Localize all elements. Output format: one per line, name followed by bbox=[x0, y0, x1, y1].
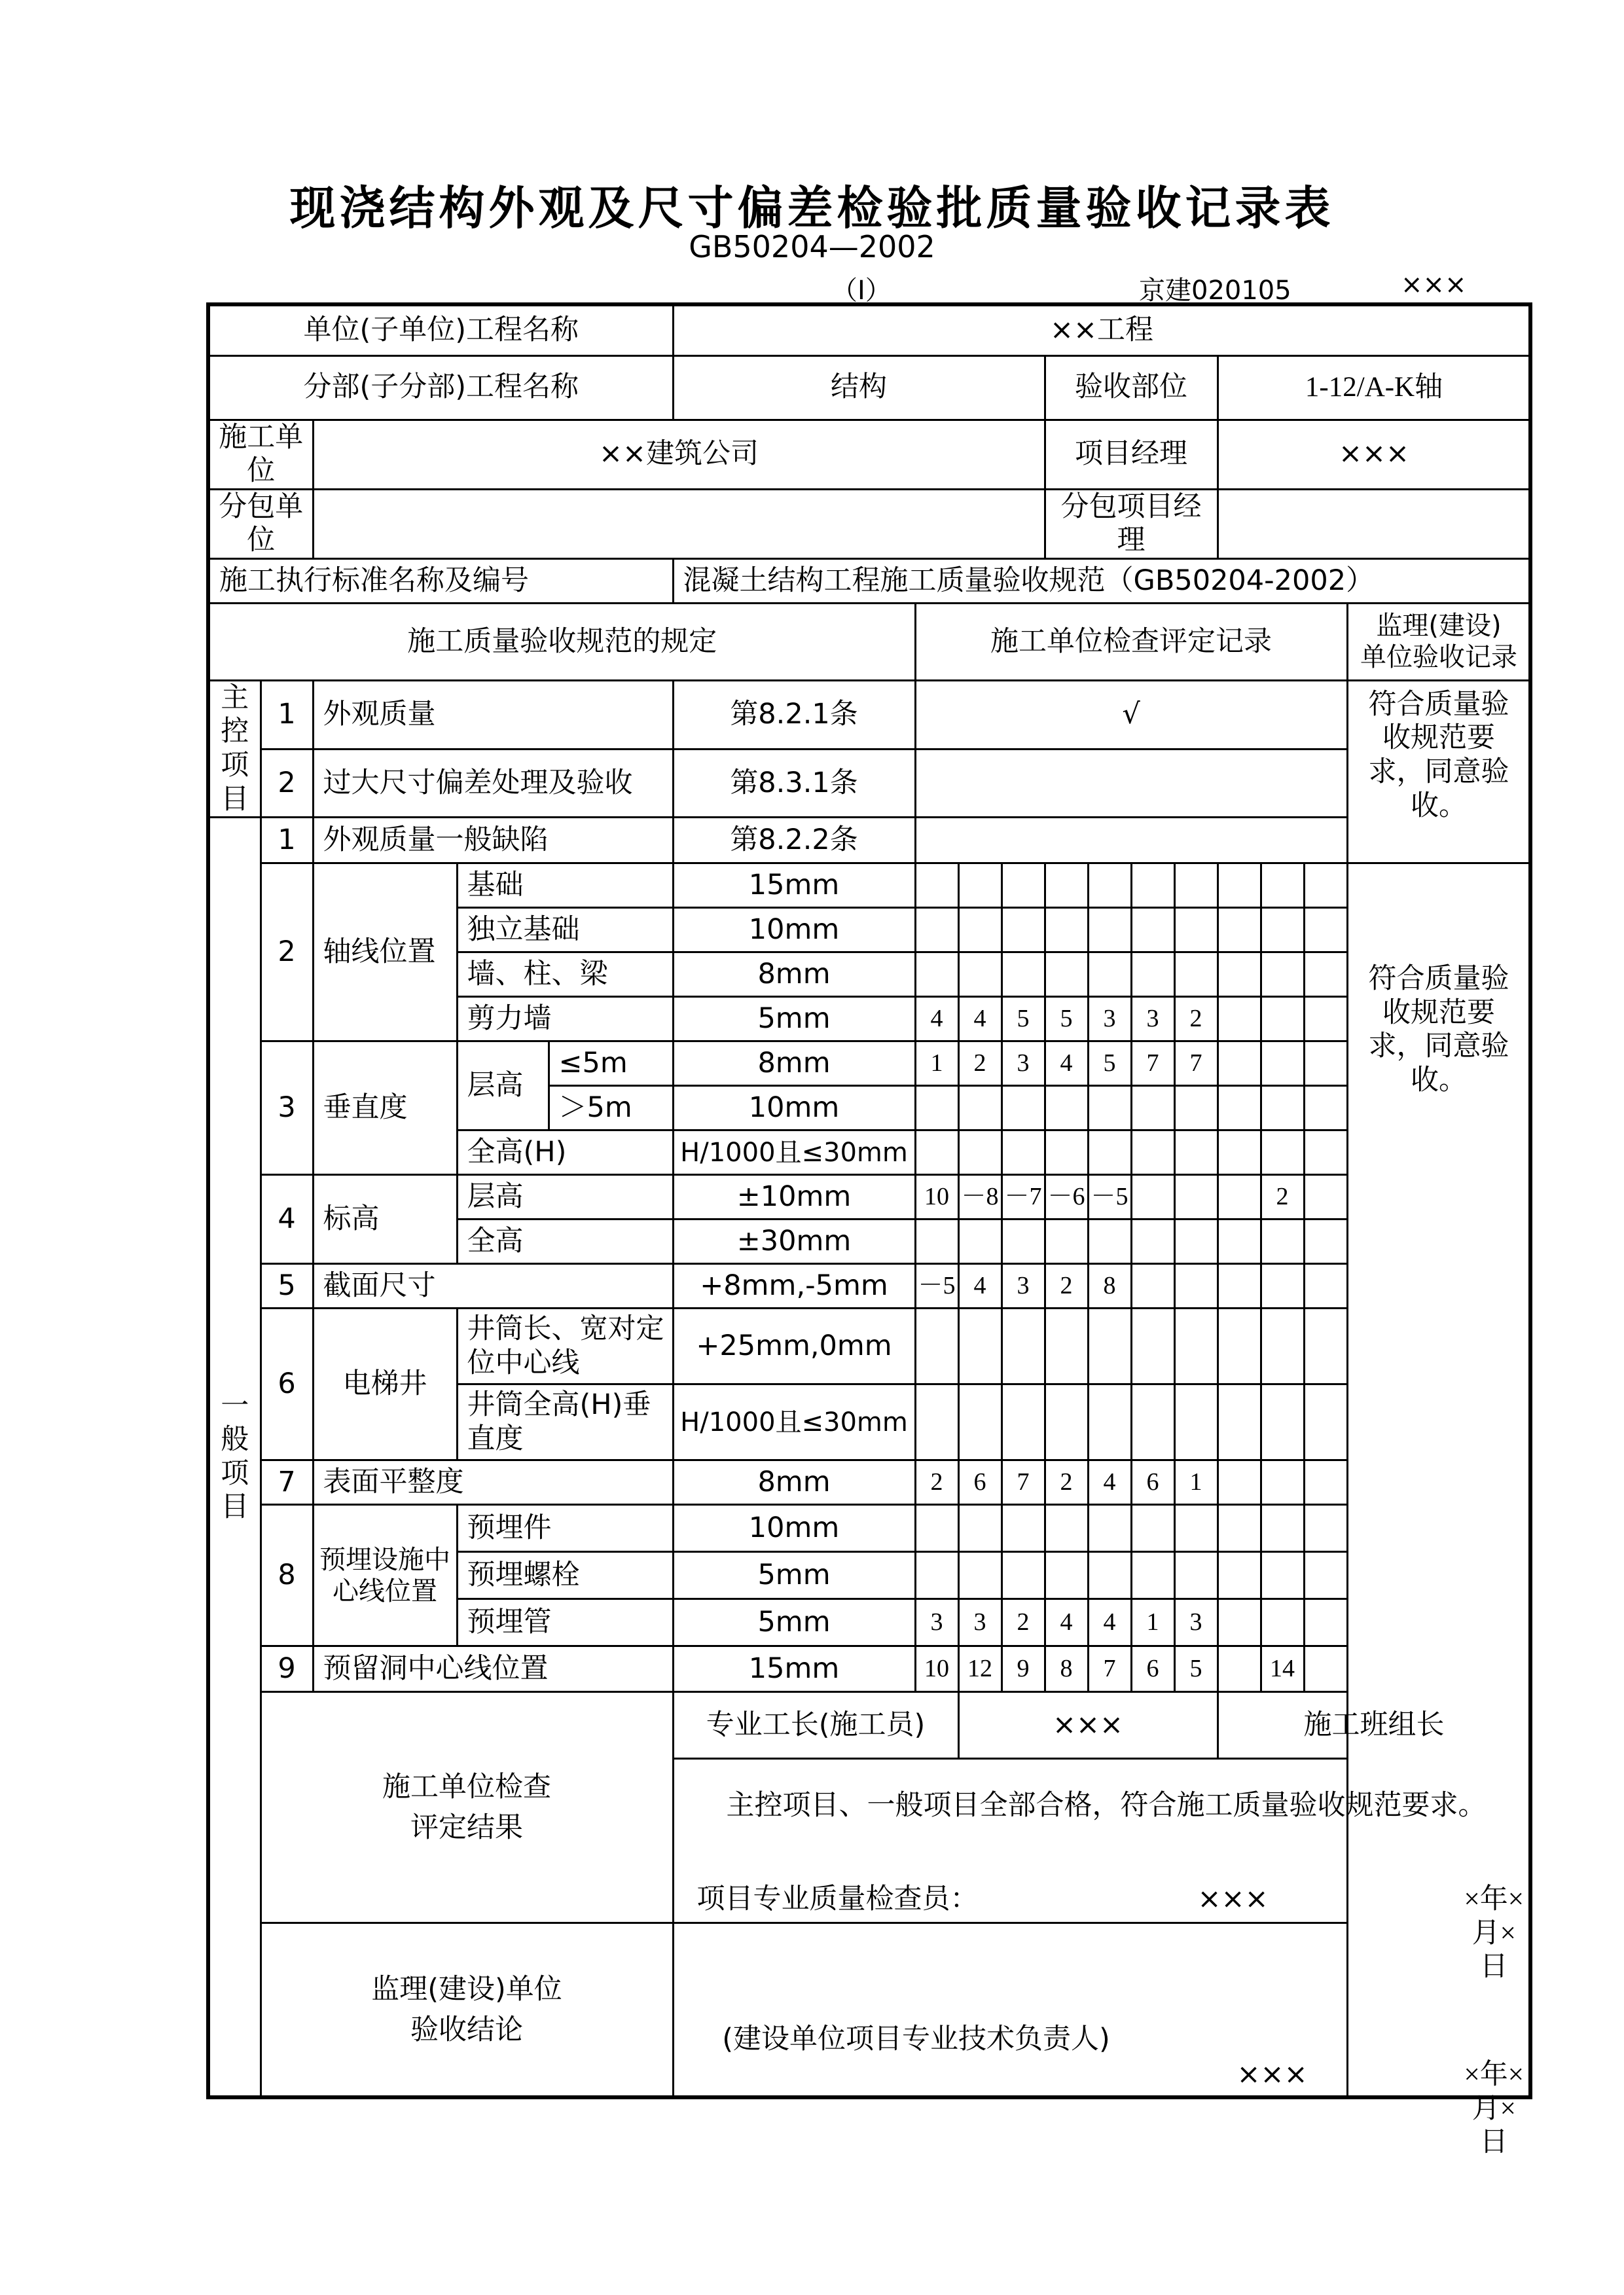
unit-label: 单位(子单位)工程名称 bbox=[208, 304, 673, 355]
measure-cell bbox=[1261, 1460, 1304, 1505]
measure-cell: 2 bbox=[958, 1041, 1001, 1086]
measure-cell bbox=[1001, 1309, 1045, 1384]
general-items-conclusion: 符合质量验 收规范要 求，同意验 收。 bbox=[1347, 863, 1530, 2098]
sub-item-name: 基础 bbox=[457, 863, 673, 908]
measure-cell: －6 bbox=[1045, 1175, 1088, 1220]
measure-cell: 2 bbox=[1045, 1264, 1088, 1309]
measure-cell bbox=[1174, 1264, 1218, 1309]
measure-cell bbox=[1304, 1041, 1347, 1086]
tolerance: 10mm bbox=[673, 908, 915, 952]
measure-cell bbox=[1131, 952, 1174, 997]
tolerance: 5mm bbox=[673, 1599, 915, 1646]
measure-cell: 3 bbox=[1088, 997, 1131, 1041]
measure-cell bbox=[1131, 863, 1174, 908]
measure-cell bbox=[1045, 1220, 1088, 1264]
check-result-text: 主控项目、一般项目全部合格，符合施工质量验收规范要求。 bbox=[726, 1789, 1487, 1822]
measure-cell bbox=[1304, 1460, 1347, 1505]
foreman-value: ××× bbox=[958, 1692, 1218, 1759]
main-item-no: 2 bbox=[261, 749, 313, 818]
measure-cell bbox=[915, 1220, 958, 1264]
measure-cell bbox=[958, 1384, 1001, 1460]
measure-cell bbox=[1218, 1460, 1261, 1505]
measure-cell bbox=[1088, 1130, 1131, 1175]
measure-cell: －5 bbox=[1088, 1175, 1131, 1220]
measure-cell: －8 bbox=[958, 1175, 1001, 1220]
supervisor-date: ×年×月×日 bbox=[1464, 2059, 1525, 2158]
tolerance: 10mm bbox=[673, 1086, 915, 1130]
measure-cell bbox=[1261, 1041, 1304, 1086]
measure-cell bbox=[1304, 1264, 1347, 1309]
measure-cell: 10 bbox=[915, 1175, 958, 1220]
measure-cell: 6 bbox=[1131, 1646, 1174, 1692]
measure-cell: －5 bbox=[915, 1264, 958, 1309]
measure-cell bbox=[1218, 1175, 1261, 1220]
tolerance: 10mm bbox=[673, 1505, 915, 1552]
measure-cell bbox=[1304, 1086, 1347, 1130]
sub-item-name: 全高 bbox=[457, 1220, 673, 1264]
general-item-name: 轴线位置 bbox=[313, 863, 457, 1041]
measure-cell bbox=[1261, 952, 1304, 997]
sub-item-name: 预埋件 bbox=[457, 1505, 673, 1552]
form-signature: ××× bbox=[1401, 270, 1467, 300]
inspection-table bbox=[206, 302, 1532, 2158]
measure-cell: 8 bbox=[1045, 1646, 1088, 1692]
measure-cell bbox=[958, 863, 1001, 908]
pm-value: ××× bbox=[1218, 420, 1530, 489]
supervisor-value: ××× bbox=[1236, 2058, 1308, 2091]
measure-cell: 2 bbox=[1001, 1599, 1045, 1646]
tolerance: +25mm,0mm bbox=[673, 1309, 915, 1384]
measure-cell bbox=[1001, 1130, 1045, 1175]
check-header: 施工单位检查评定记录 bbox=[915, 603, 1347, 680]
general-item-no: 9 bbox=[261, 1646, 313, 1692]
measure-cell bbox=[1045, 863, 1088, 908]
measure-cell: 3 bbox=[1174, 1599, 1218, 1646]
measure-cell bbox=[1001, 1552, 1045, 1599]
measure-cell bbox=[1045, 1130, 1088, 1175]
measure-cell bbox=[1045, 1505, 1088, 1552]
measure-cell bbox=[1218, 952, 1261, 997]
sub-pm-label: 分包项目经理 bbox=[1045, 489, 1218, 558]
measure-cell bbox=[1088, 1220, 1131, 1264]
pm-label: 项目经理 bbox=[1045, 420, 1218, 489]
measure-cell bbox=[1218, 1384, 1261, 1460]
measure-cell: 1 bbox=[915, 1041, 958, 1086]
measure-cell bbox=[1304, 1175, 1347, 1220]
measure-cell bbox=[1218, 1041, 1261, 1086]
measure-cell bbox=[958, 1130, 1001, 1175]
measure-cell bbox=[1261, 1086, 1304, 1130]
measure-cell: 4 bbox=[958, 1264, 1001, 1309]
measure-cell: 4 bbox=[1088, 1460, 1131, 1505]
contractor-label: 施工单位 bbox=[208, 420, 313, 489]
measure-cell: 5 bbox=[1045, 997, 1088, 1041]
measure-cell bbox=[1261, 1552, 1304, 1599]
measure-cell: 2 bbox=[915, 1460, 958, 1505]
measure-cell bbox=[1218, 1220, 1261, 1264]
measure-cell: 4 bbox=[1045, 1599, 1088, 1646]
measure-cell bbox=[1304, 908, 1347, 952]
measure-cell bbox=[1045, 1086, 1088, 1130]
tolerance: 8mm bbox=[673, 1460, 915, 1505]
tolerance: H/1000且≤30mm bbox=[673, 1384, 915, 1460]
measure-cell bbox=[1174, 1220, 1218, 1264]
measure-cell bbox=[1045, 1552, 1088, 1599]
measure-cell bbox=[1088, 952, 1131, 997]
measure-cell bbox=[1261, 1599, 1304, 1646]
measure-cell: 4 bbox=[915, 997, 958, 1041]
subunit-value: 结构 bbox=[673, 355, 1045, 420]
measure-cell bbox=[1088, 1505, 1131, 1552]
check-result-box bbox=[673, 1759, 1530, 1983]
measure-cell bbox=[915, 1552, 958, 1599]
general-item-name: 表面平整度 bbox=[313, 1460, 673, 1505]
sub-item-floor: 层高 bbox=[457, 1041, 549, 1130]
tolerance: 15mm bbox=[673, 1646, 915, 1692]
supervisor-label: (建设单位项目专业技术负责人) bbox=[722, 2023, 1110, 2056]
general-item-name: 标高 bbox=[313, 1175, 457, 1264]
measure-cell bbox=[1131, 1086, 1174, 1130]
supervision-label: 监理(建设)单位 验收结论 bbox=[261, 1923, 673, 2098]
subunit-label: 分部(子分部)工程名称 bbox=[208, 355, 673, 420]
measure-cell bbox=[1174, 1552, 1218, 1599]
measure-cell: 3 bbox=[1001, 1041, 1045, 1086]
subcontractor-value bbox=[313, 489, 1045, 558]
measure-cell: 2 bbox=[1045, 1460, 1088, 1505]
measure-cell bbox=[915, 1130, 958, 1175]
measure-cell: 1 bbox=[1131, 1599, 1174, 1646]
measure-cell: 9 bbox=[1001, 1646, 1045, 1692]
measure-cell bbox=[1088, 863, 1131, 908]
check-result-label: 施工单位检查 评定结果 bbox=[261, 1692, 673, 1923]
general-item-no: 6 bbox=[261, 1309, 313, 1460]
measure-cell bbox=[1131, 1220, 1174, 1264]
inspector-date: ×年×月×日 bbox=[1464, 1884, 1525, 1983]
supervision-header: 监理(建设) 单位验收记录 bbox=[1347, 603, 1530, 680]
sub-pm-value bbox=[1218, 489, 1530, 558]
measure-cell bbox=[1174, 1384, 1218, 1460]
general-item-name: 预埋设施中心线位置 bbox=[313, 1505, 457, 1646]
measure-cell bbox=[1218, 1599, 1261, 1646]
spec-header: 施工质量验收规范的规定 bbox=[208, 603, 915, 680]
measure-cell bbox=[1304, 1130, 1347, 1175]
measure-cell bbox=[1088, 1384, 1131, 1460]
main-item-record bbox=[915, 749, 1347, 818]
main-items-conclusion: 符合质量验 收规范要 求，同意验 收。 bbox=[1347, 680, 1530, 863]
measure-cell bbox=[1131, 1309, 1174, 1384]
tolerance: H/1000且≤30mm bbox=[673, 1130, 915, 1175]
measure-cell: 8 bbox=[1088, 1264, 1131, 1309]
measure-cell bbox=[1218, 1130, 1261, 1175]
measure-cell bbox=[1261, 1130, 1304, 1175]
measure-cell: 6 bbox=[1131, 1460, 1174, 1505]
measure-cell bbox=[958, 1552, 1001, 1599]
measure-cell: 3 bbox=[958, 1599, 1001, 1646]
measure-cell bbox=[958, 908, 1001, 952]
measure-cell: 12 bbox=[958, 1646, 1001, 1692]
location-label: 验收部位 bbox=[1045, 355, 1218, 420]
form-number: （Ⅰ） bbox=[831, 276, 892, 306]
tolerance: 5mm bbox=[673, 997, 915, 1041]
general-item-name: 垂直度 bbox=[313, 1041, 457, 1175]
measure-cell bbox=[1218, 1505, 1261, 1552]
measure-cell bbox=[1174, 863, 1218, 908]
measure-cell bbox=[1304, 1646, 1347, 1692]
subcontractor-label: 分包单位 bbox=[208, 489, 313, 558]
sub-item-name: 井筒全高(H)垂直度 bbox=[457, 1384, 673, 1460]
measure-cell bbox=[1131, 1175, 1174, 1220]
main-item-name: 外观质量 bbox=[313, 680, 673, 749]
measure-cell bbox=[1001, 1505, 1045, 1552]
measure-cell: 3 bbox=[1001, 1264, 1045, 1309]
measure-cell bbox=[1304, 952, 1347, 997]
tolerance: ±30mm bbox=[673, 1220, 915, 1264]
measure-cell bbox=[915, 908, 958, 952]
inspector-label: 项目专业质量检查员： bbox=[696, 1883, 979, 1916]
measure-cell bbox=[915, 1309, 958, 1384]
general-item-no: 1 bbox=[261, 818, 313, 863]
measure-cell bbox=[915, 952, 958, 997]
measure-cell: 5 bbox=[1001, 997, 1045, 1041]
measure-cell bbox=[1218, 997, 1261, 1041]
general-item-no: 4 bbox=[261, 1175, 313, 1264]
main-item-no: 1 bbox=[261, 680, 313, 749]
measure-cell bbox=[1131, 1552, 1174, 1599]
tolerance: ±10mm bbox=[673, 1175, 915, 1220]
tolerance: +8mm,-5mm bbox=[673, 1264, 915, 1309]
measure-cell bbox=[958, 1086, 1001, 1130]
measure-cell: 4 bbox=[1088, 1599, 1131, 1646]
measure-cell bbox=[1304, 1309, 1347, 1384]
contractor-value: ××建筑公司 bbox=[313, 420, 1045, 489]
general-item-record bbox=[915, 818, 1347, 863]
measure-cell bbox=[1261, 997, 1304, 1041]
measure-cell bbox=[915, 1505, 958, 1552]
measure-cell bbox=[1131, 908, 1174, 952]
measure-cell bbox=[1174, 1086, 1218, 1130]
measure-cell bbox=[958, 1220, 1001, 1264]
sub-item-name: 全高(H) bbox=[457, 1130, 673, 1175]
general-item-name: 截面尺寸 bbox=[313, 1264, 673, 1309]
team-leader-label: 施工班组长 bbox=[1218, 1692, 1530, 1759]
measure-cell bbox=[1001, 1220, 1045, 1264]
measure-cell bbox=[915, 1384, 958, 1460]
form-title: 现浇结构外观及尺寸偏差检验批质量验收记录表 bbox=[289, 181, 1335, 235]
measure-cell bbox=[1001, 863, 1045, 908]
main-item-spec: 第8.2.1条 bbox=[673, 680, 915, 749]
general-item-no: 3 bbox=[261, 1041, 313, 1175]
measure-cell bbox=[1131, 1384, 1174, 1460]
measure-cell: 6 bbox=[958, 1460, 1001, 1505]
measure-cell: 4 bbox=[1045, 1041, 1088, 1086]
general-item-name: 外观质量一般缺陷 bbox=[313, 818, 673, 863]
general-item-name: 电梯井 bbox=[313, 1309, 457, 1460]
measure-cell bbox=[958, 1505, 1001, 1552]
sub-item-name: ≤5m bbox=[549, 1041, 673, 1086]
measure-cell bbox=[1261, 1264, 1304, 1309]
measure-cell bbox=[1218, 908, 1261, 952]
unit-value: ××工程 bbox=[673, 304, 1530, 355]
measure-cell: 10 bbox=[915, 1646, 958, 1692]
measure-cell bbox=[1174, 1175, 1218, 1220]
measure-cell bbox=[1304, 997, 1347, 1041]
measure-cell bbox=[1304, 1384, 1347, 1460]
measure-cell bbox=[1174, 1130, 1218, 1175]
measure-cell: －7 bbox=[1001, 1175, 1045, 1220]
measure-cell bbox=[915, 863, 958, 908]
measure-cell bbox=[1131, 1505, 1174, 1552]
measure-cell: 7 bbox=[1131, 1041, 1174, 1086]
measure-cell: 3 bbox=[1131, 997, 1174, 1041]
measure-cell bbox=[1131, 1130, 1174, 1175]
measure-cell bbox=[1218, 1552, 1261, 1599]
tolerance: 8mm bbox=[673, 952, 915, 997]
measure-cell bbox=[1174, 952, 1218, 997]
measure-cell bbox=[1261, 1309, 1304, 1384]
standard-label: 施工执行标准名称及编号 bbox=[208, 558, 673, 603]
measure-cell: 7 bbox=[1001, 1460, 1045, 1505]
measure-cell: 2 bbox=[1261, 1175, 1304, 1220]
measure-cell: 5 bbox=[1088, 1041, 1131, 1086]
measure-cell bbox=[1088, 1086, 1131, 1130]
general-item-no: 5 bbox=[261, 1264, 313, 1309]
tolerance: 8mm bbox=[673, 1041, 915, 1086]
measure-cell: 7 bbox=[1088, 1646, 1131, 1692]
supervision-box bbox=[673, 1923, 1530, 2158]
measure-cell bbox=[1174, 908, 1218, 952]
measure-cell: 4 bbox=[958, 997, 1001, 1041]
tolerance: 5mm bbox=[673, 1552, 915, 1599]
tolerance: 15mm bbox=[673, 863, 915, 908]
measure-cell bbox=[1218, 1646, 1261, 1692]
measure-cell bbox=[1261, 908, 1304, 952]
measure-cell: 7 bbox=[1174, 1041, 1218, 1086]
measure-cell bbox=[1304, 1599, 1347, 1646]
measure-cell bbox=[1304, 1220, 1347, 1264]
measure-cell bbox=[1174, 1505, 1218, 1552]
measure-cell: 3 bbox=[915, 1599, 958, 1646]
measure-cell bbox=[1001, 908, 1045, 952]
general-item-no: 2 bbox=[261, 863, 313, 1041]
measure-cell bbox=[1261, 1505, 1304, 1552]
location-value: 1-12/A-K轴 bbox=[1218, 355, 1530, 420]
measure-cell bbox=[1304, 863, 1347, 908]
measure-cell bbox=[958, 952, 1001, 997]
measure-cell bbox=[1001, 952, 1045, 997]
measure-cell bbox=[1045, 908, 1088, 952]
sub-item-name: 预埋螺栓 bbox=[457, 1552, 673, 1599]
sub-item-name: 层高 bbox=[457, 1175, 673, 1220]
general-item-name: 预留洞中心线位置 bbox=[313, 1646, 673, 1692]
measure-cell bbox=[1131, 1264, 1174, 1309]
general-item-no: 8 bbox=[261, 1505, 313, 1646]
measure-cell: 14 bbox=[1261, 1646, 1304, 1692]
measure-cell bbox=[1001, 1384, 1045, 1460]
sub-item-name: 墙、柱、梁 bbox=[457, 952, 673, 997]
main-item-name: 过大尺寸偏差处理及验收 bbox=[313, 749, 673, 818]
measure-cell: 1 bbox=[1174, 1460, 1218, 1505]
general-item-no: 7 bbox=[261, 1460, 313, 1505]
measure-cell bbox=[1261, 863, 1304, 908]
measure-cell bbox=[1304, 1552, 1347, 1599]
foreman-label: 专业工长(施工员) bbox=[673, 1692, 958, 1759]
measure-cell bbox=[958, 1309, 1001, 1384]
measure-cell bbox=[1045, 1384, 1088, 1460]
measure-cell bbox=[1261, 1384, 1304, 1460]
form-code: 京建020105 bbox=[1139, 276, 1291, 306]
main-items-group: 主 控 项 目 bbox=[208, 680, 261, 817]
measure-cell bbox=[1218, 1264, 1261, 1309]
general-item-spec: 第8.2.2条 bbox=[673, 818, 915, 863]
sub-item-name: 剪力墙 bbox=[457, 997, 673, 1041]
measure-cell bbox=[1045, 952, 1088, 997]
standard-value: 混凝土结构工程施工质量验收规范（GB50204-2002） bbox=[673, 558, 1530, 603]
measure-cell bbox=[1088, 1309, 1131, 1384]
measure-cell bbox=[1218, 1086, 1261, 1130]
measure-cell bbox=[1088, 908, 1131, 952]
main-item-spec: 第8.3.1条 bbox=[673, 749, 915, 818]
measure-cell bbox=[1001, 1086, 1045, 1130]
standard-code: GB50204—2002 bbox=[689, 229, 935, 264]
main-item-record: √ bbox=[915, 680, 1347, 749]
measure-cell: 2 bbox=[1174, 997, 1218, 1041]
measure-cell bbox=[1045, 1309, 1088, 1384]
inspector-value: ××× bbox=[1197, 1883, 1269, 1916]
measure-cell bbox=[1088, 1552, 1131, 1599]
measure-cell bbox=[915, 1086, 958, 1130]
measure-cell bbox=[1218, 1309, 1261, 1384]
sub-item-name: 预埋管 bbox=[457, 1599, 673, 1646]
measure-cell bbox=[1218, 863, 1261, 908]
measure-cell: 5 bbox=[1174, 1646, 1218, 1692]
measure-cell bbox=[1261, 1220, 1304, 1264]
general-items-group: 一 般 项 目 bbox=[208, 818, 261, 2098]
sub-item-name: 独立基础 bbox=[457, 908, 673, 952]
sub-item-name: ＞5m bbox=[549, 1086, 673, 1130]
measure-cell bbox=[1304, 1505, 1347, 1552]
sub-item-name: 井筒长、宽对定位中心线 bbox=[457, 1309, 673, 1384]
measure-cell bbox=[1174, 1309, 1218, 1384]
